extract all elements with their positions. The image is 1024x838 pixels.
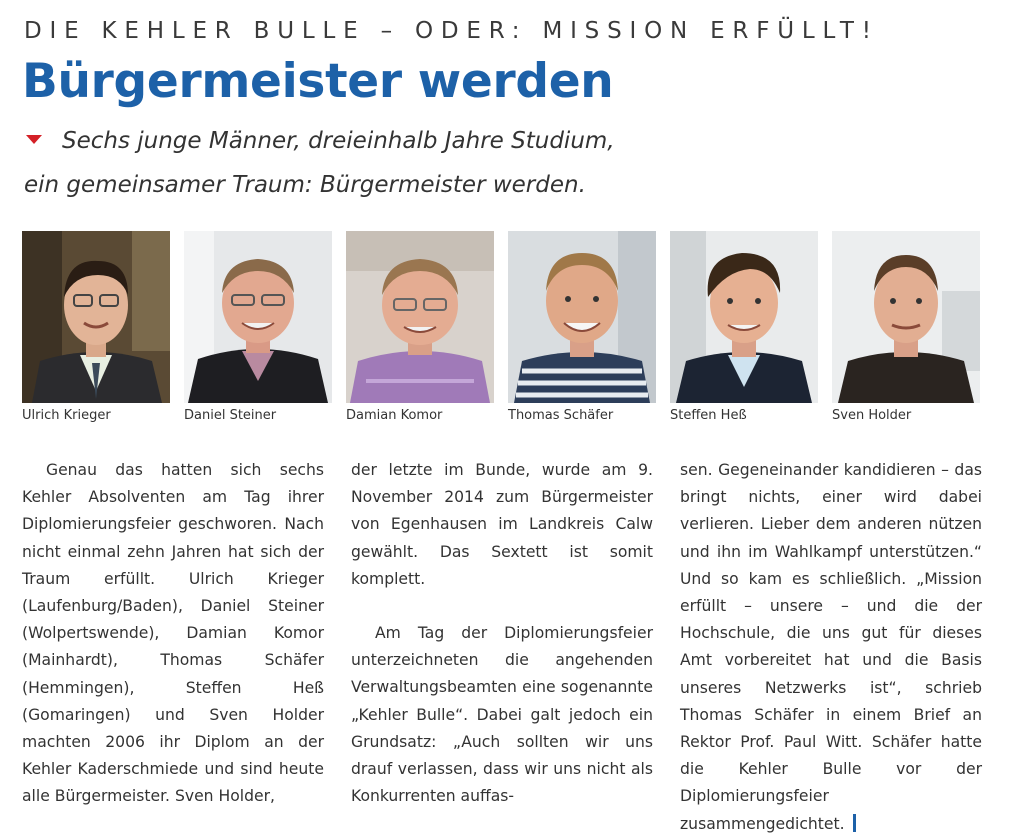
body-paragraph [680,457,982,838]
portrait-steffen-hess [670,231,818,423]
portrait-damian-komor [346,231,494,423]
article-kicker: DIE KEHLER BULLE – ODER: MISSION ERFÜLLT! [24,18,879,44]
portrait-ulrich-krieger [22,231,170,423]
portrait-caption: Steffen Heß [670,408,747,423]
article-lead-line-2: ein gemeinsamer Traum: Bürgermeister werden. [24,172,586,198]
portrait-row [22,231,982,431]
body-paragraph: Genau das hatten sich sechs Kehler Absolventen am Tag ihrer Diplomierungsfeier geschworen. Nach nicht einmal zehn Jahren hat sich der Traum erfüllt. Ulrich Krieger (Laufenburg/Baden), Daniel Steiner (Wolpertswende), Damian Komor (Mainhardt), Thomas Schäfer (Hemmingen), Steffen Heß (Gomaringen) und Sven Holder machten 2006 ihr Diplom an der Kehler Kaderschmiede und sind heute alle Bürgermeister. Sven Holder, [22,461,324,806]
portrait-thomas-schaefer [508,231,656,423]
body-paragraph-text: sen. Gegeneinander kandidieren – das bringt nichts, einer wird dabei verlieren. Lieber dem anderen nützen und ihn im Wahlkampf unterstützen.“ Und so kam es schließlich. „Mission erfüllt – unsere – und die der Hochschule, die uns gut für dieses Amt vorbereitet hat und die Basis unseres Netzwerks ist“, schrieb Thomas Schäfer in einem Brief an Rektor Prof. Paul Witt. Schäfer hatte die Kehler Bulle vor der Diplomierungsfeier zusammengedichtet. [680,461,982,833]
body-column-3 [680,457,982,838]
article-lead-line-1 [24,128,1004,154]
portrait-photo [346,231,494,403]
body-paragraph: Am Tag der Diplomierungsfeier unterzeichneten die angehenden Verwaltungsbeamten eine sogenannte „Kehler Bulle“. Dabei galt jedoch ein Grundsatz: „Auch sollten wir uns drauf verlassen, dass wir uns nicht als Konkurrenten auffas- [351,624,653,806]
portrait-caption: Daniel Steiner [184,408,277,423]
body-column-2 [351,457,653,810]
portrait-photo [184,231,332,403]
article-headline: Bürgermeister werden [22,54,614,109]
portrait-daniel-steiner [184,231,332,423]
portrait-caption: Thomas Schäfer [508,408,614,423]
body-column-1 [22,457,324,811]
portrait-photo [832,231,980,403]
portrait-photo [670,231,818,403]
portrait-sven-holder [832,231,980,423]
portrait-caption: Ulrich Krieger [22,408,111,423]
portrait-caption: Damian Komor [346,408,443,423]
portrait-photo [22,231,170,403]
lead-text-1: Sechs junge Männer, dreieinhalb Jahre Studium, [62,128,615,154]
end-of-article-mark [853,814,856,832]
portrait-caption: Sven Holder [832,408,912,423]
triangle-marker-icon [26,135,42,144]
body-paragraph: der letzte im Bunde, wurde am 9. November 2014 zum Bürgermeister von Egenhausen im Landkreis Calw gewählt. Das Sextett ist somit komplett. [351,461,653,588]
portrait-photo [508,231,656,403]
